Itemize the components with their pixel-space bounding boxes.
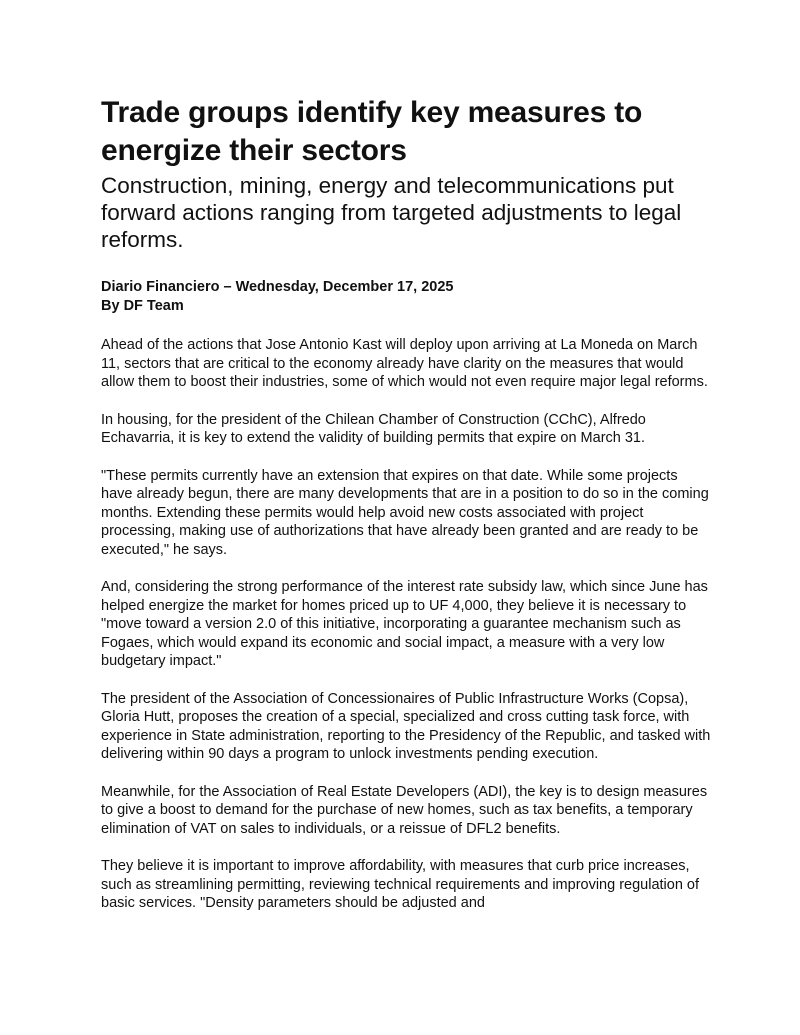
article-subheadline: Construction, mining, energy and telecommunications put forward actions ranging from targeted adjustments to legal reforms.	[101, 173, 682, 252]
article-headline: Trade groups identify key measures to energize their sectors	[101, 96, 643, 167]
paragraph: In housing, for the president of the Chilean Chamber of Construction (CChC), Alfredo Echavarria, it is key to extend the validity of building permits that expire on March 31.	[101, 411, 646, 446]
article-body	[101, 336, 713, 913]
paragraph: And, considering the strong performance of the interest rate subsidy law, which since June has helped energize the market for homes priced up to UF 4,000, they believe it is necessary to "move toward a version 2.0 of this initiative, incorporating a guarantee mechanism such as Fogaes, which would expand its economic and social impact, a measure with a very low budgetary impact."	[101, 579, 708, 669]
paragraph: They believe it is important to improve affordability, with measures that curb price increases, such as streamlining permitting, reviewing technical requirements and improving regulation of basic services. "Density parameters should be adjusted and	[101, 858, 700, 911]
paragraph: Ahead of the actions that Jose Antonio Kast will deploy upon arriving at La Moneda on March 11, sectors that are critical to the economy already have clarity on the measures that would allow them to boost their industries, some of which would not even require major legal reforms.	[101, 337, 708, 390]
paragraph: The president of the Association of Concessionaires of Public Infrastructure Works (Copsa), Gloria Hutt, proposes the creation of a special, specialized and cross cutting task force, with experience in State administration, reporting to the Presidency of the Republic, and tasked with delivering within 90 days a program to unlock investments pending execution.	[101, 690, 711, 762]
paragraph: "These permits currently have an extension that expires on that date. While some projects have already begun, there are many developments that are in a position to do so in the coming months. Extending these permits would help avoid new costs associated with project processing, making use of authorizations that have already been granted and are ready to be executed," he says.	[101, 467, 709, 558]
dateline: Diario Financiero – Wednesday, December 17, 2025	[101, 279, 454, 295]
article	[101, 94, 713, 932]
byline: By DF Team	[101, 298, 184, 314]
article-meta	[101, 278, 713, 316]
paragraph: Meanwhile, for the Association of Real Estate Developers (ADI), the key is to design measures to give a boost to demand for the purchase of new homes, such as tax benefits, a temporary elimination of VAT on sales to individuals, or a reissue of DFL2 benefits.	[101, 783, 708, 837]
